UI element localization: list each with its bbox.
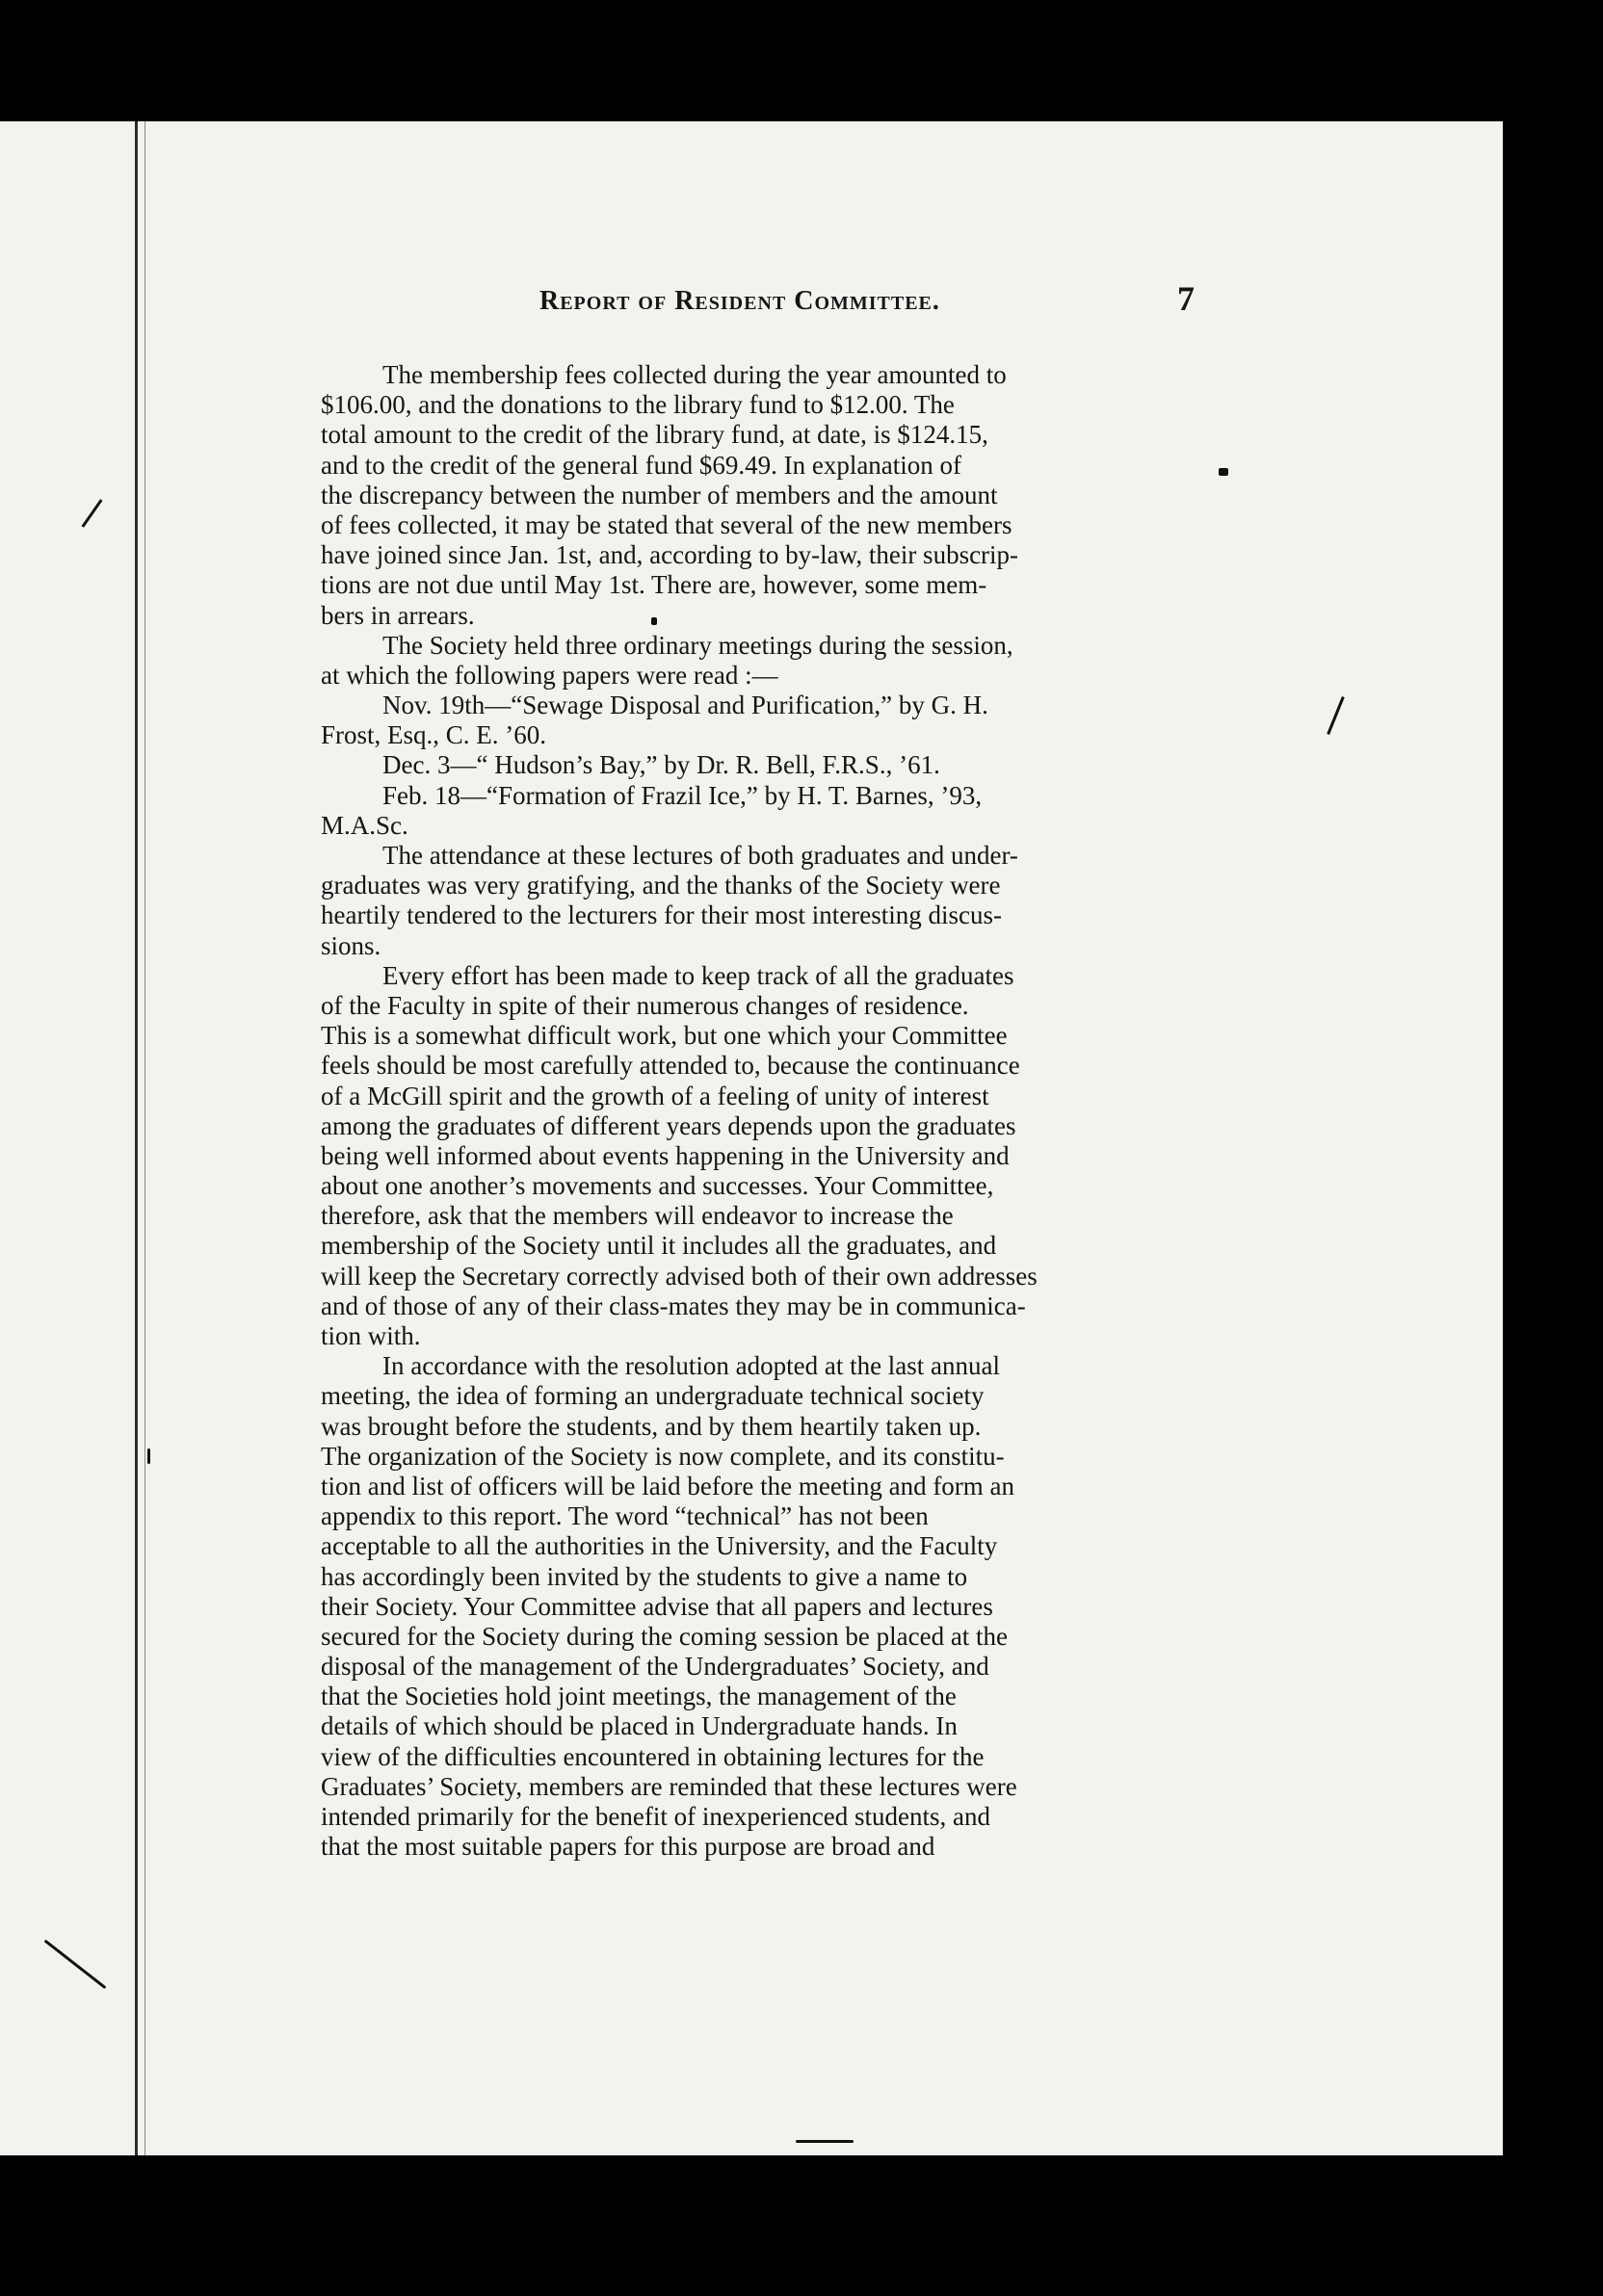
text-line: intended primarily for the benefit of inexperienced students, and bbox=[321, 1802, 991, 1831]
text-line: Nov. 19th—“Sewage Disposal and Purification,” by G. H. bbox=[382, 691, 988, 720]
text-line: Every effort has been made to keep track of all the graduates bbox=[382, 960, 1014, 990]
text-line: of a McGill spirit and the growth of a feeling of unity of interest bbox=[321, 1081, 989, 1110]
text-line: that the Societies hold joint meetings, the management of the bbox=[321, 1682, 957, 1711]
text-line: Graduates’ Society, members are reminded that these lectures were bbox=[321, 1771, 1017, 1801]
paragraph-fees bbox=[321, 360, 1188, 631]
text-line: view of the difficulties encountered in obtaining lectures for the bbox=[321, 1741, 985, 1771]
text-line: of the Faculty in spite of their numerous changes of residence. bbox=[321, 990, 969, 1020]
text-line: meeting, the idea of forming an undergraduate technical society bbox=[321, 1381, 985, 1411]
text-line: feels should be most carefully attended to, because the continuance bbox=[321, 1051, 1020, 1081]
margin-dot bbox=[147, 1448, 150, 1464]
text-line: and of those of any of their class-mates they may be in communica- bbox=[321, 1291, 1026, 1320]
text-line: being well informed about events happening in the University and bbox=[321, 1140, 1010, 1170]
text-line: has accordingly been invited by the students to give a name to bbox=[321, 1561, 968, 1591]
text-line: The Society held three ordinary meetings during the session, bbox=[382, 630, 1013, 660]
text-line: at which the following papers were read :— bbox=[321, 660, 778, 690]
text-line: tions are not due until May 1st. There are, however, some mem- bbox=[321, 570, 987, 600]
text-line: Feb. 18—“Formation of Frazil Ice,” by H. T. Barnes, ’93, bbox=[382, 780, 983, 810]
text-line: tion and list of officers will be laid before the meeting and form an bbox=[321, 1471, 1015, 1500]
text-line: total amount to the credit of the library fund, at date, is $124.15, bbox=[321, 420, 988, 450]
text-line: their Society. Your Committee advise that all papers and lectures bbox=[321, 1591, 993, 1621]
text-line: secured for the Society during the coming session be placed at the bbox=[321, 1621, 1009, 1651]
margin-mark-right bbox=[1327, 696, 1345, 735]
text-line: disposal of the management of the Undergraduates’ Society, and bbox=[321, 1652, 989, 1682]
text-line: of fees collected, it may be stated that several of the new members bbox=[321, 509, 1012, 539]
scanned-page bbox=[0, 121, 1503, 2155]
text-line: sions. bbox=[321, 930, 381, 960]
paragraph-meetings bbox=[321, 631, 1188, 691]
paragraph-attendance bbox=[321, 841, 1188, 961]
running-head: Report of Resident Committee. bbox=[539, 286, 940, 316]
page-number: 7 bbox=[1177, 279, 1195, 318]
paragraph-effort bbox=[321, 961, 1188, 1351]
margin-dot bbox=[1219, 468, 1228, 476]
text-line: tion with. bbox=[321, 1321, 421, 1350]
text-line: among the graduates of different years depends upon the graduates bbox=[321, 1110, 1016, 1140]
text-line: have joined since Jan. 1st, and, according to by-law, their subscrip- bbox=[321, 540, 1019, 570]
text-line: Frost, Esq., C. E. ’60. bbox=[321, 720, 547, 750]
text-line: that the most suitable papers for this purpose are broad and bbox=[321, 1832, 935, 1862]
margin-mark-left bbox=[82, 499, 103, 528]
text-line: The attendance at these lectures of both graduates and under- bbox=[382, 841, 1018, 870]
text-line: appendix to this report. The word “technical” has not been bbox=[321, 1501, 929, 1531]
text-line: In accordance with the resolution adopted at the last annual bbox=[382, 1351, 1001, 1381]
text-line: the discrepancy between the number of members and the amount bbox=[321, 480, 998, 509]
text-line: membership of the Society until it includes all the graduates, and bbox=[321, 1231, 997, 1261]
text-line: therefore, ask that the members will endeavor to increase the bbox=[321, 1201, 954, 1231]
report-body bbox=[321, 360, 1188, 1862]
paper-entry-nov bbox=[321, 691, 1188, 750]
text-line: will keep the Secretary correctly advised both of their own addresses bbox=[321, 1261, 1038, 1291]
text-line: graduates was very gratifying, and the thanks of the Society were bbox=[321, 871, 1001, 900]
text-line: acceptable to all the authorities in the University, and the Faculty bbox=[321, 1531, 998, 1561]
margin-dot bbox=[796, 2140, 854, 2143]
text-line: about one another’s movements and successes. Your Committee, bbox=[321, 1171, 994, 1201]
margin-dot bbox=[44, 1940, 107, 1990]
text-line: and to the credit of the general fund $69.49. In explanation of bbox=[321, 450, 962, 480]
paper-entry-dec bbox=[321, 750, 1188, 780]
text-line: This is a somewhat difficult work, but one which your Committee bbox=[321, 1021, 1008, 1051]
text-line: bers in arrears. bbox=[321, 600, 475, 630]
text-line: was brought before the students, and by them heartily taken up. bbox=[321, 1411, 982, 1441]
text-line: The organization of the Society is now complete, and its constitu- bbox=[321, 1441, 1005, 1471]
text-line: Dec. 3—“ Hudson’s Bay,” by Dr. R. Bell, F.R.S., ’61. bbox=[382, 750, 940, 780]
text-line: M.A.Sc. bbox=[321, 810, 408, 840]
paper-entry-feb bbox=[321, 781, 1188, 841]
text-line: heartily tendered to the lecturers for their most interesting discus- bbox=[321, 900, 1003, 930]
text-line: The membership fees collected during the year amounted to bbox=[382, 360, 1007, 389]
text-line: $106.00, and the donations to the library fund to $12.00. The bbox=[321, 390, 955, 420]
paragraph-resolution bbox=[321, 1351, 1188, 1862]
text-line: details of which should be placed in Undergraduate hands. In bbox=[321, 1711, 958, 1741]
margin-dot bbox=[651, 617, 657, 625]
page-header bbox=[539, 279, 1195, 325]
